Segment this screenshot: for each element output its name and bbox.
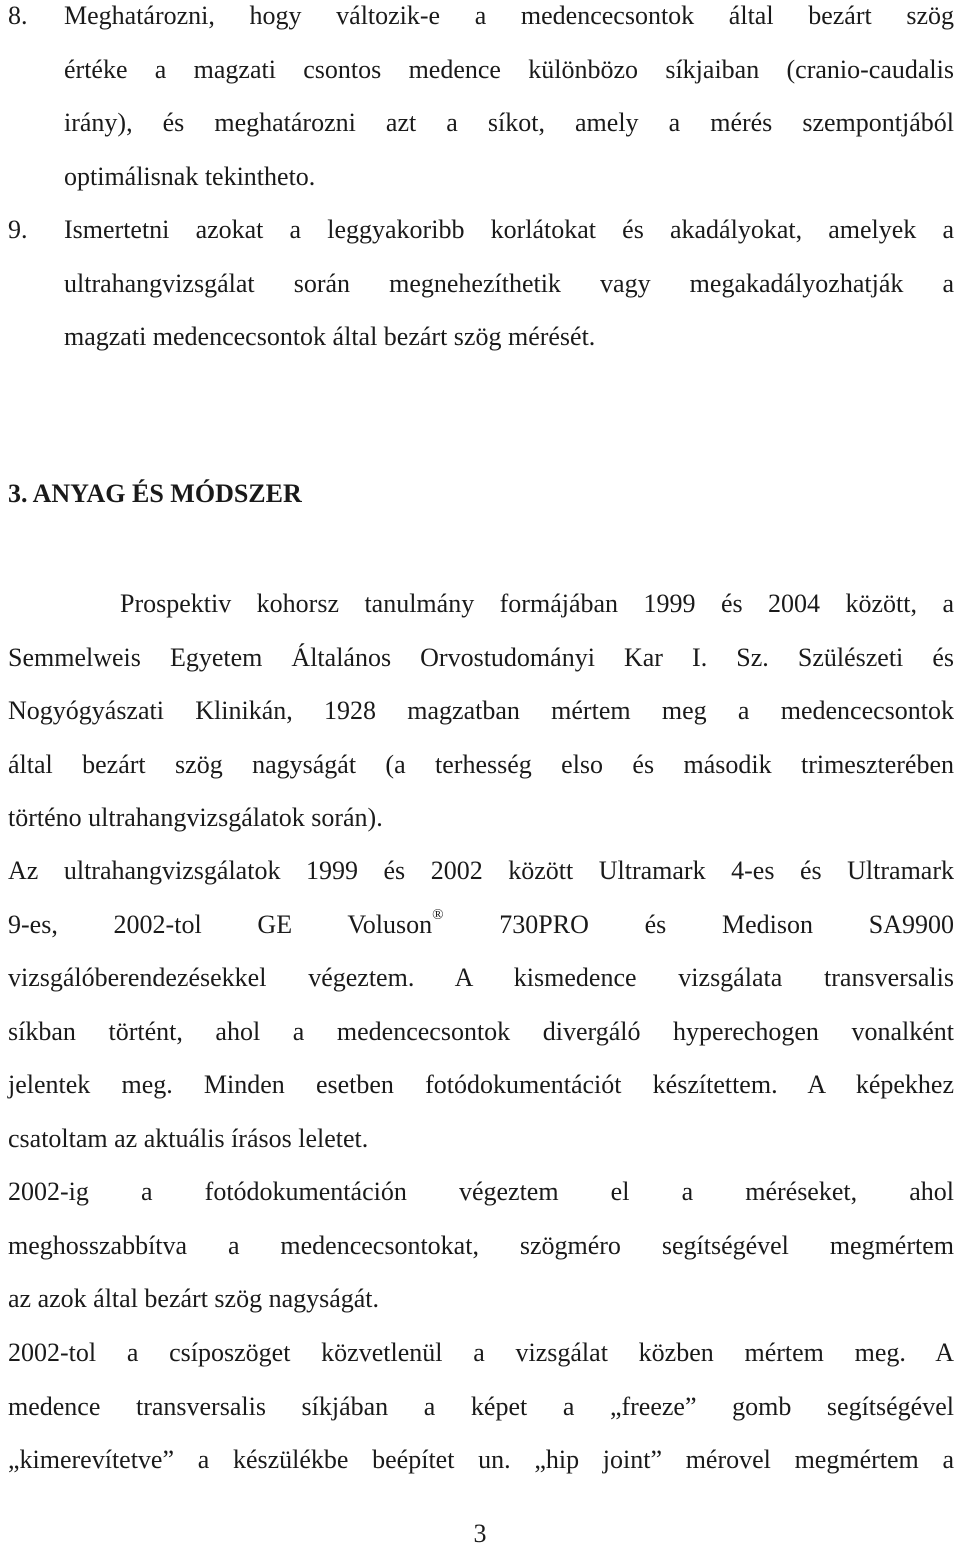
text-line: történo ultrahangvizsgálatok során). [8, 803, 383, 832]
text-line: Ismertetni azokat a leggyakoribb korlátokat és akadályokat, amelyek a [64, 215, 954, 244]
text-line [8, 909, 954, 963]
page-number: 3 [473, 1519, 487, 1548]
section-heading: 3. ANYAG ÉS MÓDSZER [8, 479, 302, 508]
text-line: Az ultrahangvizsgálatok 1999 és 2002 között Ultramark 4-es és Ultramark [8, 856, 954, 885]
text-line: magzati medencecsontok által bezárt szög mérését. [64, 322, 596, 351]
text-line: medence transversalis síkjában a képet a „freeze” gomb segítségével [8, 1392, 954, 1421]
text-line: síkban történt, ahol a medencecsontok divergáló hyperechogen vonalként [8, 1017, 954, 1046]
text-line: „kimerevítetve” a készülékbe beépítet un. „hip joint” mérovel megmértem a [8, 1445, 954, 1474]
text-line: Semmelweis Egyetem Általános Orvostudományi Kar I. Sz. Szülészeti és [8, 643, 954, 672]
text-line: ultrahangvizsgálat során megnehezíthetik vagy megakadályozhatják a [64, 269, 954, 298]
text-line: 2002-tol a csíposzöget közvetlenül a vizsgálat közben mértem meg. A [8, 1338, 954, 1367]
registered-mark: ® [432, 907, 444, 923]
text-line: irány), és meghatározni azt a síkot, amely a mérés szempontjából [64, 108, 954, 137]
text-line: optimálisnak tekintheto. [64, 162, 316, 191]
list-number: 9. [8, 215, 28, 244]
text-line: Prospektiv kohorsz tanulmány formájában 1999 és 2004 között, a [120, 589, 954, 618]
text-line: 2002-ig a fotódokumentáción végeztem el a méréseket, ahol [8, 1177, 954, 1206]
text-segment: 9-es, 2002-tol GE Voluson [8, 910, 433, 939]
list-number: 8. [8, 1, 28, 30]
text-line: jelentek meg. Minden esetben fotódokumentációt készítettem. A képekhez [8, 1070, 954, 1099]
text-line: az azok által bezárt szög nagyságát. [8, 1284, 380, 1313]
text-line: meghosszabbítva a medencecsontokat, szögméro segítségével megmértem [8, 1231, 954, 1260]
text-line: csatoltam az aktuális írásos leletet. [8, 1124, 369, 1153]
text-line: által bezárt szög nagyságát (a terhesség elso és második trimeszterében [8, 750, 954, 779]
text-line: vizsgálóberendezésekkel végeztem. A kismedence vizsgálata transversalis [8, 963, 954, 992]
text-segment: 730PRO és Medison SA9900 [499, 910, 954, 939]
text-line: értéke a magzati csontos medence különbözo síkjaiban (cranio-caudalis [64, 55, 954, 84]
text-line: Nogyógyászati Klinikán, 1928 magzatban mértem meg a medencecsontok [8, 696, 954, 725]
text-line: Meghatározni, hogy változik-e a medencecsontok által bezárt szög [64, 1, 954, 30]
